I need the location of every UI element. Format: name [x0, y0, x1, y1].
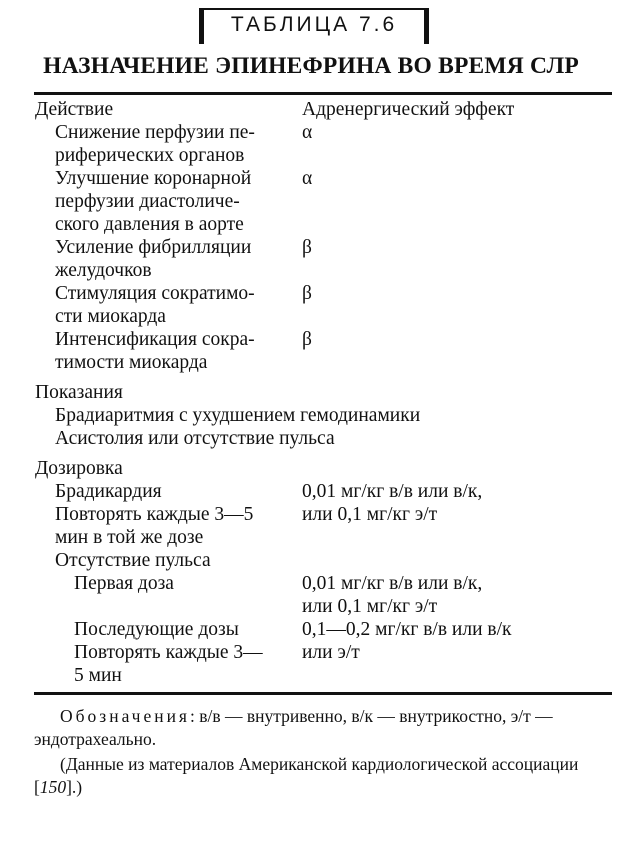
- abbreviations-note: [34, 705, 610, 751]
- next-repeat-line-1: Повторять каждые 3—: [74, 642, 263, 663]
- source-note: [34, 753, 610, 799]
- column-header-action: Действие: [35, 99, 114, 120]
- indications-heading: Показания: [35, 382, 123, 403]
- pulseless-label: Отсутствие пульса: [55, 550, 211, 571]
- action-1-line-2: риферических органов: [55, 145, 245, 166]
- action-5-effect: β: [302, 329, 312, 350]
- indication-item-1: Брадиаритмия с ухудшением гемодинамики: [55, 405, 421, 426]
- next-dose-line-1: 0,1—0,2 мг/кг в/в или в/к: [302, 619, 512, 640]
- bradycardia-repeat-line-1: Повторять каждые 3—5: [55, 504, 254, 525]
- abbreviations-text: : в/в — внутривенно, в/к — внутрикостно, э/т — эндотрахеально.: [34, 706, 553, 749]
- action-3-line-1: Усиление фибрилляции: [55, 237, 252, 258]
- table-label-box: [199, 8, 429, 44]
- dosage-heading: Дозировка: [35, 458, 123, 479]
- action-4-line-1: Стимуляция сократимо-: [55, 283, 255, 304]
- action-1-line-1: Снижение перфузии пе-: [55, 122, 255, 143]
- action-4-line-2: сти миокарда: [55, 306, 166, 327]
- action-2-line-3: ского давления в аорте: [55, 214, 244, 235]
- first-dose-line-2: или 0,1 мг/кг э/т: [302, 596, 438, 617]
- bradycardia-repeat-line-2: мин в той же дозе: [55, 527, 204, 548]
- source-reference: 150: [39, 777, 67, 797]
- next-dose-label: Последующие дозы: [74, 619, 239, 640]
- abbreviations-label: Обозначения: [60, 706, 190, 726]
- first-dose-line-1: 0,01 мг/кг в/в или в/к,: [302, 573, 483, 594]
- bradycardia-label: Брадикардия: [55, 481, 162, 502]
- action-2-line-2: перфузии диастоличе-: [55, 191, 240, 212]
- action-5-line-1: Интенсификация сокра-: [55, 329, 255, 350]
- column-header-effect: Адренергический эффект: [302, 99, 515, 120]
- next-repeat-line-2: 5 мин: [74, 665, 122, 686]
- page-title: НАЗНАЧЕНИЕ ЭПИНЕФРИНА ВО ВРЕМЯ СЛР: [43, 53, 579, 79]
- bradycardia-dose-line-2: или 0,1 мг/кг э/т: [302, 504, 438, 525]
- top-rule: [34, 92, 612, 95]
- indication-item-2: Асистолия или отсутствие пульса: [55, 428, 335, 449]
- first-dose-label: Первая доза: [74, 573, 174, 594]
- action-5-line-2: тимости миокарда: [55, 352, 208, 373]
- action-4-effect: β: [302, 283, 312, 304]
- next-dose-line-2: или э/т: [302, 642, 360, 663]
- bottom-rule: [34, 692, 612, 695]
- action-3-effect: β: [302, 237, 312, 258]
- source-text: (Данные из материалов Американской кардиологической ассоциации [: [34, 754, 579, 797]
- bradycardia-dose-line-1: 0,01 мг/кг в/в или в/к,: [302, 481, 483, 502]
- action-2-effect: α: [302, 168, 313, 189]
- source-close: ].): [66, 777, 83, 797]
- action-2-line-1: Улучшение коронарной: [55, 168, 252, 189]
- table-label: ТАБЛИЦА 7.6: [230, 13, 398, 36]
- action-1-effect: α: [302, 122, 313, 143]
- action-3-line-2: желудочков: [55, 260, 152, 281]
